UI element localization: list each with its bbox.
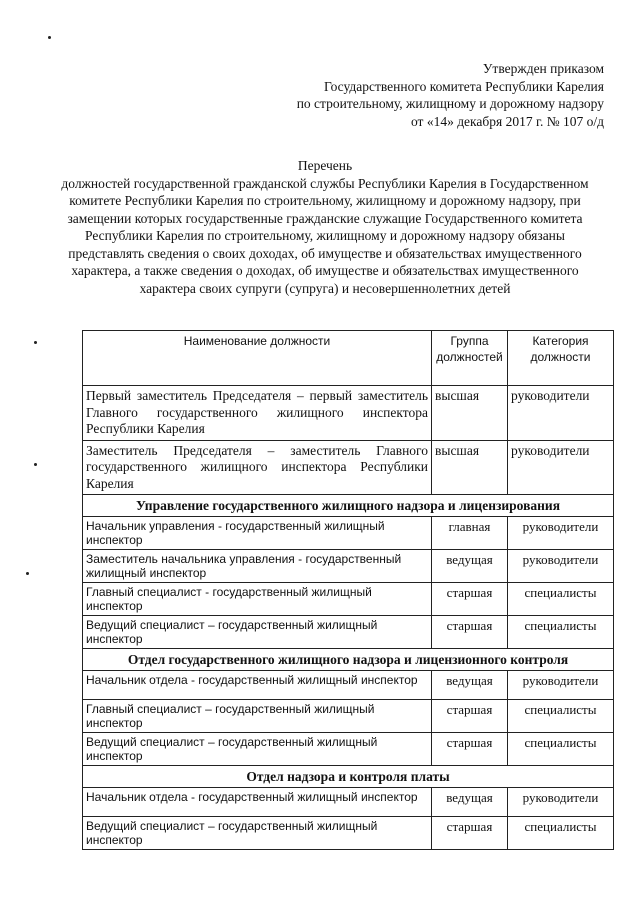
category-cell: специалисты	[508, 733, 614, 766]
position-cell: Первый заместитель Председателя – первый заместитель Главного государственного жилищного инспектора Республики Карелия	[83, 386, 432, 441]
approval-line: Государственного комитета Республики Карелия	[323, 78, 604, 94]
group-cell: старшая	[432, 817, 508, 850]
table-row	[83, 671, 614, 700]
category-cell: руководители	[508, 440, 614, 495]
position-cell: Главный специалист - государственный жилищный инспектор	[83, 583, 432, 616]
category-cell: руководители	[508, 788, 614, 817]
position-cell: Заместитель Председателя – заместитель Главного государственного жилищного инспектора Республики Карелия	[83, 440, 432, 495]
title-body: должностей государственной гражданской службы Республики Карелия в Государственном комитете Республики Карелия по строительному, жилищному и дорожному надзору, при замещении которых государственные гражданские служащие Государственного комитета Республики Карелия по строительному, жилищному и дорожному надзору обязаны представлять сведения о своих доходах, об имуществе и обязательствах имущественного характера, а также сведения о доходах, об имуществе и обязательствах имущественного характера своих супруги (супруга) и несовершеннолетних детей	[61, 175, 589, 296]
table-row	[83, 440, 614, 495]
group-cell: главная	[432, 517, 508, 550]
approval-line: Утвержден приказом	[482, 61, 604, 76]
title-heading: Перечень	[297, 158, 353, 173]
group-cell: старшая	[432, 616, 508, 649]
category-cell: специалисты	[508, 616, 614, 649]
table-row	[83, 700, 614, 733]
position-cell: Главный специалист – государственный жилищный инспектор	[83, 700, 432, 733]
scan-speck	[48, 36, 51, 39]
table-row	[83, 517, 614, 550]
group-cell: старшая	[432, 583, 508, 616]
section-row	[83, 495, 614, 517]
group-cell: ведущая	[432, 550, 508, 583]
table-row	[83, 733, 614, 766]
position-cell: Заместитель начальника управления - государственный жилищный инспектор	[83, 550, 432, 583]
category-cell: специалисты	[508, 700, 614, 733]
document-title	[60, 157, 590, 297]
header-position: Наименование должности	[83, 331, 432, 386]
position-cell: Ведущий специалист – государственный жилищный инспектор	[83, 733, 432, 766]
table-row	[83, 583, 614, 616]
position-cell: Начальник управления - государственный жилищный инспектор	[83, 517, 432, 550]
position-cell: Ведущий специалист – государственный жилищный инспектор	[83, 817, 432, 850]
positions-table	[82, 330, 614, 850]
group-cell: старшая	[432, 700, 508, 733]
header-group: Группа должностей	[432, 331, 508, 386]
section-title: Управление государственного жилищного надзора и лицензирования	[83, 495, 614, 517]
category-cell: руководители	[508, 671, 614, 700]
table-row	[83, 616, 614, 649]
approval-stamp-text	[297, 60, 604, 130]
category-cell: руководители	[508, 550, 614, 583]
category-cell: специалисты	[508, 817, 614, 850]
section-row	[83, 766, 614, 788]
punch-hole-mark	[26, 572, 29, 575]
group-cell: старшая	[432, 733, 508, 766]
approval-line: по строительному, жилищному и дорожному надзору	[296, 96, 604, 111]
group-cell: ведущая	[432, 671, 508, 700]
group-cell: ведущая	[432, 788, 508, 817]
category-cell: специалисты	[508, 583, 614, 616]
punch-hole-mark	[34, 341, 37, 344]
table-header-row	[83, 331, 614, 386]
table-row	[83, 817, 614, 850]
section-title: Отдел надзора и контроля платы	[83, 766, 614, 788]
section-row	[83, 649, 614, 671]
category-cell: руководители	[508, 386, 614, 441]
position-cell: Начальник отдела - государственный жилищный инспектор	[83, 788, 432, 817]
header-category: Категория должности	[508, 331, 614, 386]
table-row	[83, 386, 614, 441]
table-row	[83, 550, 614, 583]
position-cell: Начальник отдела - государственный жилищный инспектор	[83, 671, 432, 700]
section-title: Отдел государственного жилищного надзора и лицензионного контроля	[83, 649, 614, 671]
punch-hole-mark	[34, 463, 37, 466]
approval-date-line: от «14» декабря 2017 г. № 107 о/д	[410, 113, 604, 129]
group-cell: высшая	[432, 440, 508, 495]
category-cell: руководители	[508, 517, 614, 550]
group-cell: высшая	[432, 386, 508, 441]
position-cell: Ведущий специалист – государственный жилищный инспектор	[83, 616, 432, 649]
table-row	[83, 788, 614, 817]
